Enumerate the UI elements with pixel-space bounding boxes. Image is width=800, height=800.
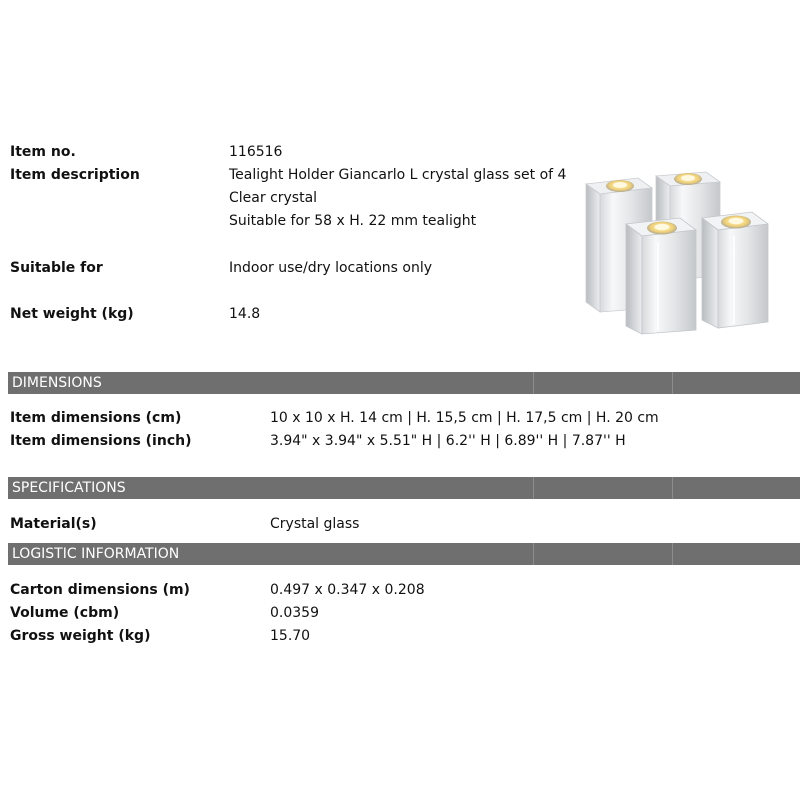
- crystal-block-front-left: [626, 218, 696, 334]
- dimensions-section-title: DIMENSIONS: [12, 375, 102, 391]
- volume-value: 0.0359: [270, 605, 319, 621]
- suitable-for-label: Suitable for: [10, 260, 103, 276]
- item-description-line-3: Suitable for 58 x H. 22 mm tealight: [229, 213, 477, 229]
- item-description-line-1: Tealight Holder Giancarlo L crystal glass set of 4: [229, 167, 567, 183]
- item-dimensions-cm-label: Item dimensions (cm): [10, 410, 182, 426]
- gross-weight-value: 15.70: [270, 628, 311, 644]
- item-dimensions-cm-value: 10 x 10 x H. 14 cm | H. 15,5 cm | H. 17,5 cm | H. 20 cm: [270, 410, 659, 426]
- bar-divider: [672, 543, 673, 565]
- bar-divider: [533, 543, 534, 565]
- item-dimensions-inch-label: Item dimensions (inch): [10, 433, 192, 449]
- item-description-label: Item description: [10, 167, 140, 183]
- gross-weight-label: Gross weight (kg): [10, 628, 151, 644]
- item-description-line-2: Clear crystal: [229, 190, 318, 206]
- carton-dimensions-value: 0.497 x 0.347 x 0.208: [270, 582, 425, 598]
- item-no-value: 116516: [229, 144, 283, 160]
- item-no-label: Item no.: [10, 144, 76, 160]
- materials-label: Material(s): [10, 516, 97, 532]
- bar-divider: [533, 372, 534, 394]
- bar-divider: [533, 477, 534, 499]
- item-dimensions-inch-value: 3.94" x 3.94" x 5.51" H | 6.2'' H | 6.89'' H | 7.87'' H: [270, 433, 626, 449]
- bar-divider: [672, 372, 673, 394]
- logistic-section-bar: [8, 543, 800, 565]
- dimensions-section-bar: [8, 372, 800, 394]
- suitable-for-value: Indoor use/dry locations only: [229, 260, 433, 276]
- materials-value: Crystal glass: [270, 516, 360, 532]
- carton-dimensions-label: Carton dimensions (m): [10, 582, 190, 598]
- net-weight-label: Net weight (kg): [10, 306, 134, 322]
- logistic-section-title: LOGISTIC INFORMATION: [12, 546, 180, 562]
- product-image: [578, 162, 774, 336]
- specifications-section-bar: [8, 477, 800, 499]
- crystal-block-front-right: [702, 212, 768, 328]
- bar-divider: [672, 477, 673, 499]
- specifications-section-title: SPECIFICATIONS: [12, 480, 126, 496]
- net-weight-value: 14.8: [229, 306, 261, 322]
- volume-label: Volume (cbm): [10, 605, 120, 621]
